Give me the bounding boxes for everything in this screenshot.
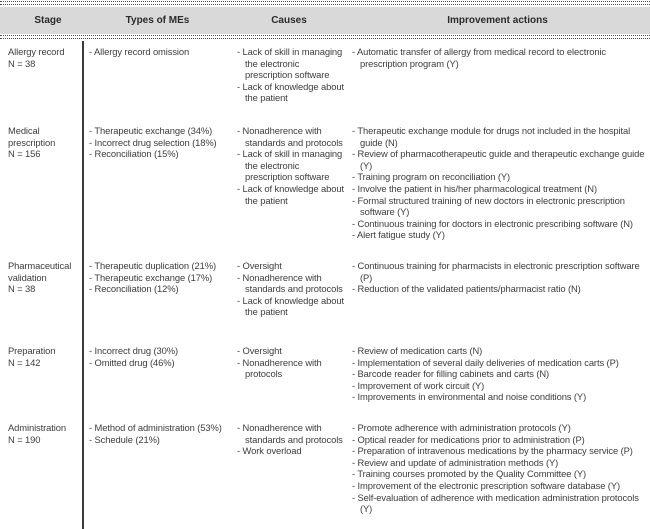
cause-item: - Nonadherence with protocols [237, 356, 322, 380]
improvement-item: - Automatic transfer of allergy from medical record to electronic prescription program (Y) [352, 46, 607, 69]
stage-count: N = 156 [8, 148, 41, 160]
stage-label: Preparation [8, 345, 56, 356]
improvement-actions-cell [345, 417, 650, 529]
stage-count: N = 38 [8, 57, 36, 69]
improvement-item: - Involve the patient in his/her pharmacological treatment (N) [352, 182, 597, 194]
cause-item: - Lack of knowledge about the patient [237, 294, 344, 318]
causes-cell [233, 340, 345, 417]
improvement-item: - Training courses promoted by the Quality Committee (Y) [352, 468, 587, 480]
column-header-improvement-actions: Improvement actions [447, 15, 548, 26]
improvement-item: - Barcode reader for filling cabinets and carts (N) [352, 368, 550, 380]
table-body [0, 41, 650, 529]
types-of-mes-cell [82, 255, 233, 340]
column-header-causes: Causes [271, 15, 307, 26]
causes-cell [233, 120, 345, 255]
table-row [0, 120, 650, 255]
stage-cell [0, 417, 82, 529]
improvement-item: - Review of pharmacotherapeutic guide and therapeutic exchange guide (Y) [352, 148, 645, 171]
table-top-rule [0, 1, 650, 5]
improvement-item: - Improvements in environmental and noise conditions (Y) [352, 391, 587, 403]
table-row [0, 340, 650, 417]
cause-item: - Nonadherence with standards and protocols [237, 422, 343, 445]
types-of-mes-cell [82, 41, 233, 120]
me-type-item: - Schedule (21%) [89, 433, 160, 445]
improvement-item: - Optical reader for medications prior to administration (P) [352, 433, 585, 445]
improvement-item: - Continuous training for doctors in electronic prescribing software (N) [352, 217, 633, 229]
column-header-stage: Stage [34, 15, 62, 26]
cause-item: - Oversight [237, 345, 282, 356]
stage-count: N = 142 [8, 356, 41, 368]
me-type-item: - Therapeutic exchange (34%) [89, 125, 213, 136]
improvement-actions-cell [345, 41, 650, 120]
improvement-item: - Reduction of the validated patients/pharmacist ratio (N) [352, 283, 581, 295]
stage-cell [0, 255, 82, 340]
types-of-mes-cell [82, 417, 233, 529]
me-type-item: - Therapeutic duplication (21%) [89, 260, 217, 271]
stage-cell [0, 120, 82, 255]
header-bottom-rule [0, 35, 650, 39]
table-row [0, 255, 650, 340]
cause-item: - Oversight [237, 260, 282, 271]
improvement-item: - Alert fatigue study (Y) [352, 229, 445, 241]
improvement-item: - Improvement of the electronic prescription software database (Y) [352, 479, 621, 491]
improvement-item: - Training program on reconciliation (Y) [352, 171, 511, 183]
me-type-item: - Reconciliation (15%) [89, 148, 179, 160]
improvement-item: - Review and update of administration methods (Y) [352, 456, 559, 468]
types-of-mes-cell [82, 120, 233, 255]
improvement-actions-cell [345, 340, 650, 417]
cause-item: - Lack of knowledge about the patient [237, 80, 344, 104]
improvement-item: - Preparation of intravenous medications by the pharmacy service (P) [352, 445, 633, 457]
improvement-item: - Promote adherence with administration protocols (Y) [352, 422, 571, 433]
stage-label: Pharmaceutical validation [8, 260, 72, 283]
stage-column-divider [82, 41, 84, 529]
me-type-item: - Allergy record omission [89, 46, 190, 57]
stage-count: N = 38 [8, 283, 36, 295]
improvement-actions-cell [345, 255, 650, 340]
stage-label: Allergy record [8, 46, 65, 57]
table-row [0, 41, 650, 120]
improvement-item: - Review of medication carts (N) [352, 345, 483, 356]
me-type-item: - Omitted drug (46%) [89, 356, 175, 368]
improvement-item: - Implementation of several daily deliveries of medication carts (P) [352, 356, 619, 368]
causes-cell [233, 255, 345, 340]
improvement-item: - Improvement of work circuit (Y) [352, 379, 485, 391]
improvement-item: - Continuous training for pharmacists in electronic prescription software (P) [352, 260, 640, 283]
improvement-actions-cell [345, 120, 650, 255]
causes-cell [233, 417, 345, 529]
me-type-item: - Therapeutic exchange (17%) [89, 271, 213, 283]
cause-item: - Lack of knowledge about the patient [237, 182, 344, 206]
stage-cell [0, 41, 82, 120]
stage-label: Medical prescription [8, 125, 56, 148]
me-type-item: - Reconciliation (12%) [89, 283, 179, 295]
improvement-item: - Self-evaluation of adherence with medication administration protocols (Y) [352, 491, 639, 515]
column-header-types-of-mes: Types of MEs [125, 15, 190, 26]
improvement-item: - Formal structured training of new doctors in electronic prescription software (Y) [352, 194, 625, 218]
stage-label: Administration [8, 422, 66, 433]
improvement-item: - Therapeutic exchange module for drugs not included in the hospital guide (N) [352, 125, 631, 148]
me-type-item: - Incorrect drug (30%) [89, 345, 178, 356]
stage-cell [0, 340, 82, 417]
types-of-mes-cell [82, 340, 233, 417]
stage-count: N = 190 [8, 433, 41, 445]
causes-cell [233, 41, 345, 120]
table-header-row [0, 7, 650, 34]
table-row [0, 417, 650, 529]
me-type-item: - Method of administration (53%) [89, 422, 222, 433]
cause-item: - Nonadherence with standards and protocols [237, 271, 343, 295]
cause-item: - Lack of skill in managing the electronic prescription software [237, 148, 343, 183]
cause-item: - Nonadherence with standards and protocols [237, 125, 343, 148]
cause-item: - Work overload [237, 445, 302, 457]
cause-item: - Lack of skill in managing the electronic prescription software [237, 46, 343, 81]
me-type-item: - Incorrect drug selection (18%) [89, 136, 217, 148]
